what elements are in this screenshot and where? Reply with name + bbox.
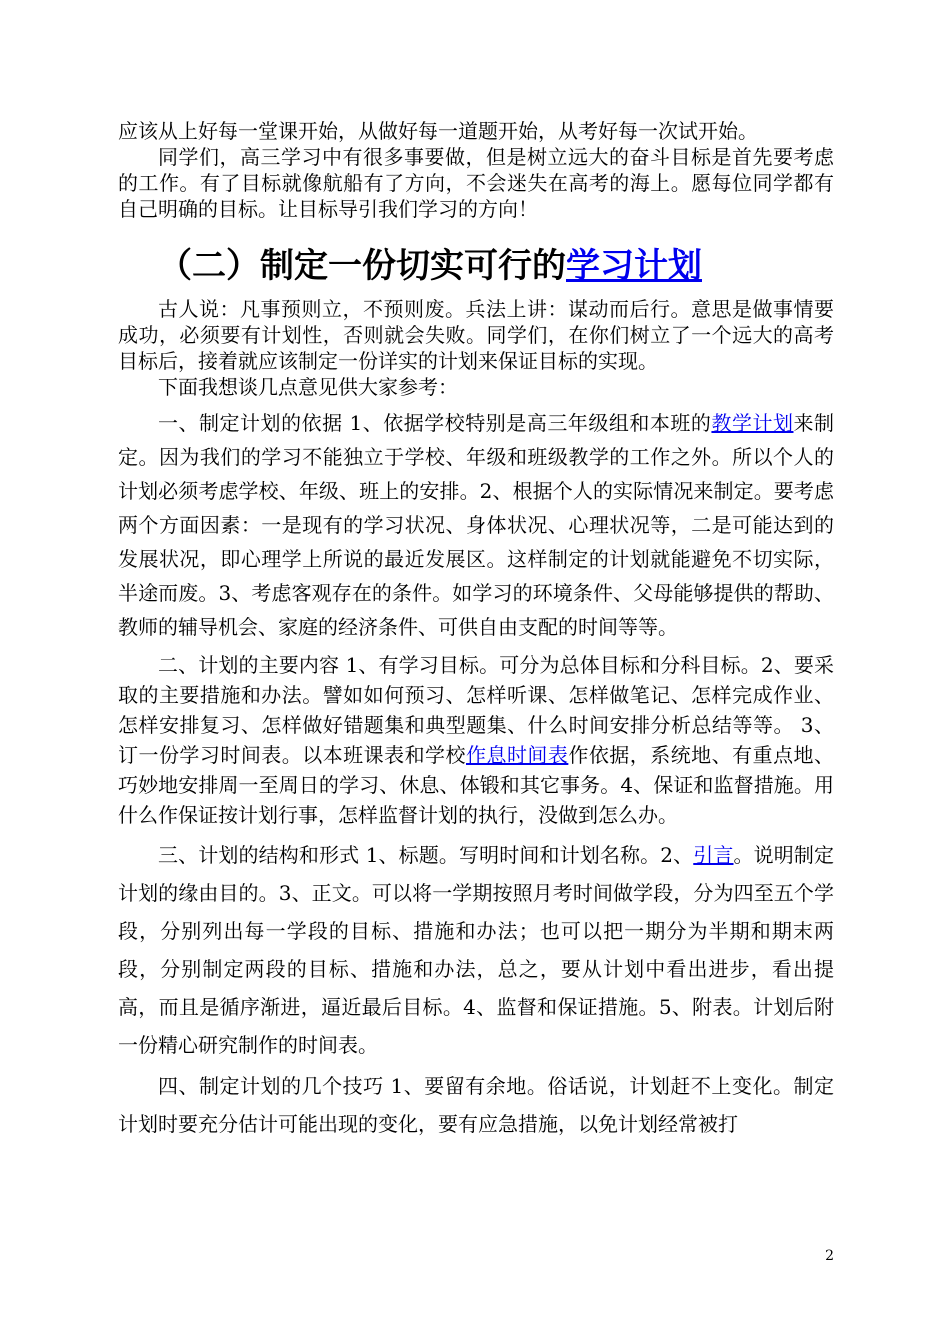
document-page	[118, 118, 834, 1143]
heading-link-study-plan[interactable]: 学习计划	[566, 246, 702, 286]
link-introduction[interactable]: 引言	[693, 843, 734, 867]
paragraph-6	[118, 650, 834, 830]
link-schedule[interactable]: 作息时间表	[466, 743, 569, 767]
paragraph-8: 四、制定计划的几个技巧 1、要留有余地。俗话说，计划赶不上变化。制定计划时要充分估计可能出现的变化，要有应急措施，以免计划经常被打	[118, 1074, 834, 1136]
paragraph-7	[118, 836, 834, 1064]
paragraph-7-before: 三、计划的结构和形式 1、标题。写明时间和计划名称。2、	[158, 843, 694, 867]
paragraph-6-before: 二、计划的主要内容 1、有学习目标。可分为总体目标和分科目标。2、要采取的主要措施和办法。譬如如何预习、怎样听课、怎样做笔记、怎样完成作业、怎样安排复习、怎样做好错题集和典型题集、什么时间安排分析总结等等。 3、订一份学习时间表。以本班课表和学校	[118, 653, 834, 767]
paragraph-5	[118, 406, 834, 644]
section-heading	[118, 244, 834, 288]
link-teaching-plan[interactable]: 教学计划	[711, 411, 794, 435]
paragraph-7-after: 。说明制定计划的缘由目的。3、正文。可以将一学期按照月考时间做学段，分为四至五个学段，分别列出每一学段的目标、措施和办法；也可以把一期分为半期和期末两段，分别制定两段的目标、措施和办法，总之，要从计划中看出进步，看出提高，而且是循序渐进，逼近最后目标。4、监督和保证措施。5、附表。计划后附一份精心研究制作的时间表。	[118, 843, 835, 1057]
paragraph-4: 下面我想谈几点意见供大家参考：	[158, 375, 458, 399]
paragraph-6-after: 作依据，系统地、有重点地、巧妙地安排周一至周日的学习、休息、体锻和其它事务。4、保证和监督措施。用什么作保证按计划行事，怎样监督计划的执行，没做到怎么办。	[118, 743, 835, 827]
paragraph-5-before: 一、制定计划的依据 1、依据学校特别是高三年级组和本班的	[158, 411, 712, 435]
heading-text: （二）制定一份切实可行的	[158, 246, 566, 286]
paragraph-3: 古人说：凡事预则立，不预则废。兵法上讲：谋动而后行。意思是做事情要成功，必须要有计划性，否则就会失败。同学们，在你们树立了一个远大的高考目标后，接着就应该制定一份详实的计划来保证目标的实现。	[118, 297, 834, 373]
paragraph-5-after: 来制定。因为我们的学习不能独立于学校、年级和班级教学的工作之外。所以个人的计划必须考虑学校、年级、班上的安排。2、根据个人的实际情况来制定。要考虑两个方面因素：一是现有的学习状况、身体状况、心理状况等，二是可能达到的发展状况，即心理学上所说的最近发展区。这样制定的计划就能避免不切实际，半途而废。3、考虑客观存在的条件。如学习的环境条件、父母能够提供的帮助、教师的辅导机会、家庭的经济条件、可供自由支配的时间等等。	[118, 411, 835, 639]
paragraph-1: 应该从上好每一堂课开始，从做好每一道题开始，从考好每一次试开始。	[118, 119, 758, 143]
paragraph-2: 同学们，高三学习中有很多事要做，但是树立远大的奋斗目标是首先要考虑的工作。有了目标就像航船有了方向，不会迷失在高考的海上。愿每位同学都有自己明确的目标。让目标导引我们学习的方向！	[118, 145, 834, 221]
page-number: 2	[825, 1248, 834, 1264]
